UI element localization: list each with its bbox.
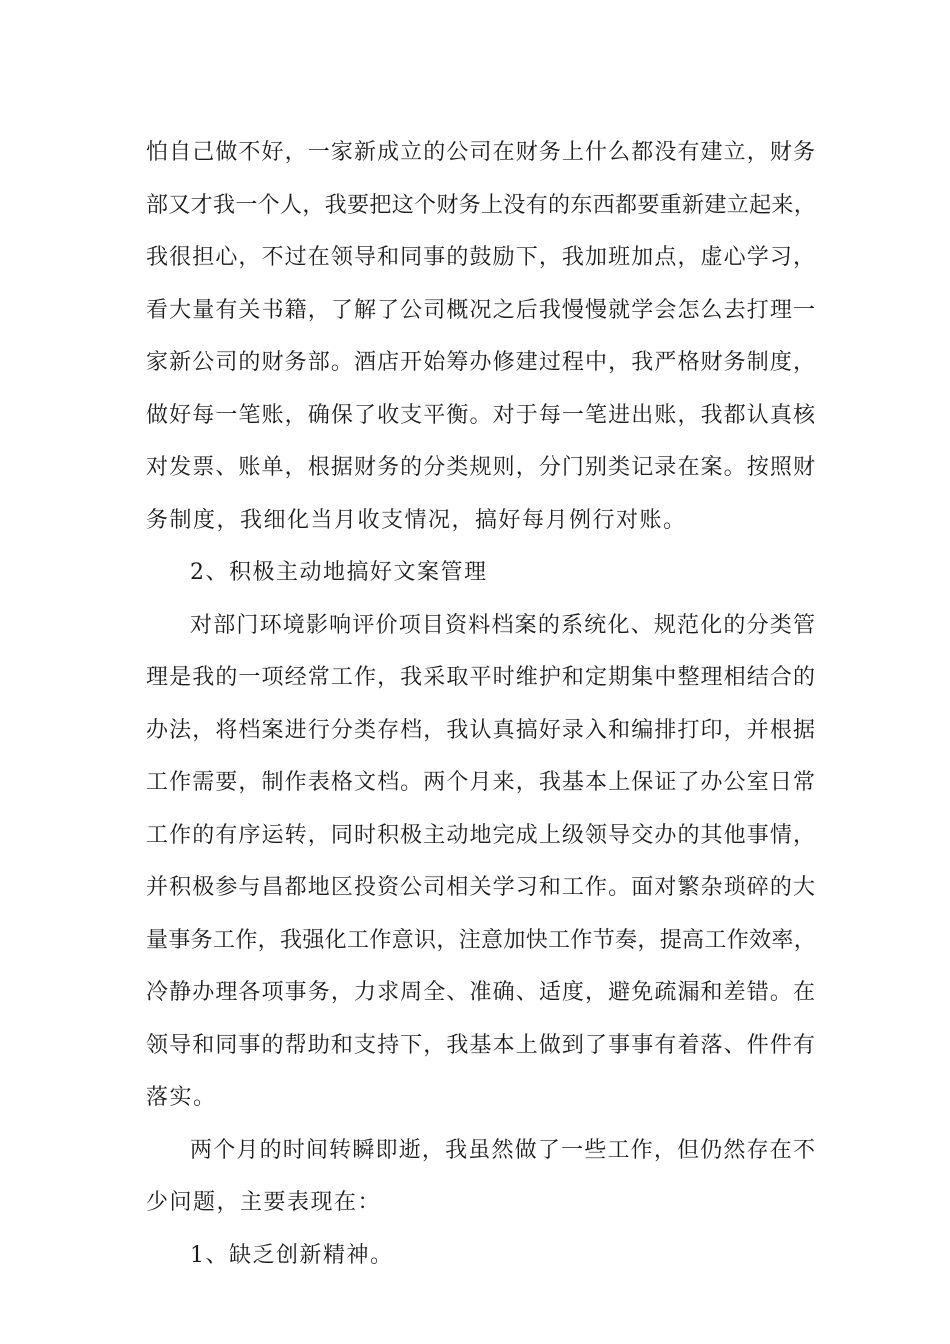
text-line: 对部门环境影响评价项目资料档案的系统化、规范化的分类管 <box>190 612 816 638</box>
text-line: 冷静办理各项事务，力求周全、准确、适度，避免疏漏和差错。在 <box>146 980 816 1005</box>
document-body <box>146 127 816 1282</box>
text-line: 领导和同事的帮助和支持下，我基本上做到了事事有着落、件件有 <box>146 1032 816 1058</box>
text-line: 看大量有关书籍，了解了公司概况之后我慢慢就学会怎么去打理一 <box>146 297 816 323</box>
text-line: 2、积极主动地搞好文案管理 <box>190 560 488 585</box>
text-line: 并积极参与昌都地区投资公司相关学习和工作。面对繁杂琐碎的大 <box>146 875 816 900</box>
text-line: 少问题，主要表现在： <box>146 1190 382 1215</box>
text-line: 量事务工作，我强化工作意识，注意加快工作节奏，提高工作效率， <box>146 927 816 953</box>
text-line: 理是我的一项经常工作，我采取平时维护和定期集中整理相结合的 <box>146 665 816 690</box>
text-line: 家新公司的财务部。酒店开始筹办修建过程中，我严格财务制度， <box>146 350 816 375</box>
text-line: 我很担心，不过在领导和同事的鼓励下，我加班加点，虚心学习， <box>146 245 816 270</box>
text-line: 部又才我一个人，我要把这个财务上没有的东西都要重新建立起来， <box>146 192 816 218</box>
text-line: 做好每一笔账，确保了收支平衡。对于每一笔进出账，我都认真核 <box>146 402 816 428</box>
text-line: 工作的有序运转，同时积极主动地完成上级领导交办的其他事情， <box>146 822 816 848</box>
text-line: 工作需要，制作表格文档。两个月来，我基本上保证了办公室日常 <box>146 770 816 795</box>
text-line: 1、缺乏创新精神。 <box>190 1242 394 1268</box>
text-line: 两个月的时间转瞬即逝，我虽然做了一些工作，但仍然存在不 <box>190 1137 816 1163</box>
text-line: 务制度，我细化当月收支情况，搞好每月例行对账。 <box>146 507 687 533</box>
text-line: 怕自己做不好，一家新成立的公司在财务上什么都没有建立，财务 <box>146 140 816 165</box>
text-line: 对发票、账单，根据财务的分类规则，分门别类记录在案。按照财 <box>146 455 816 480</box>
text-line: 落实。 <box>146 1085 217 1110</box>
text-line: 办法，将档案进行分类存档，我认真搞好录入和编排打印，并根据 <box>146 717 816 743</box>
